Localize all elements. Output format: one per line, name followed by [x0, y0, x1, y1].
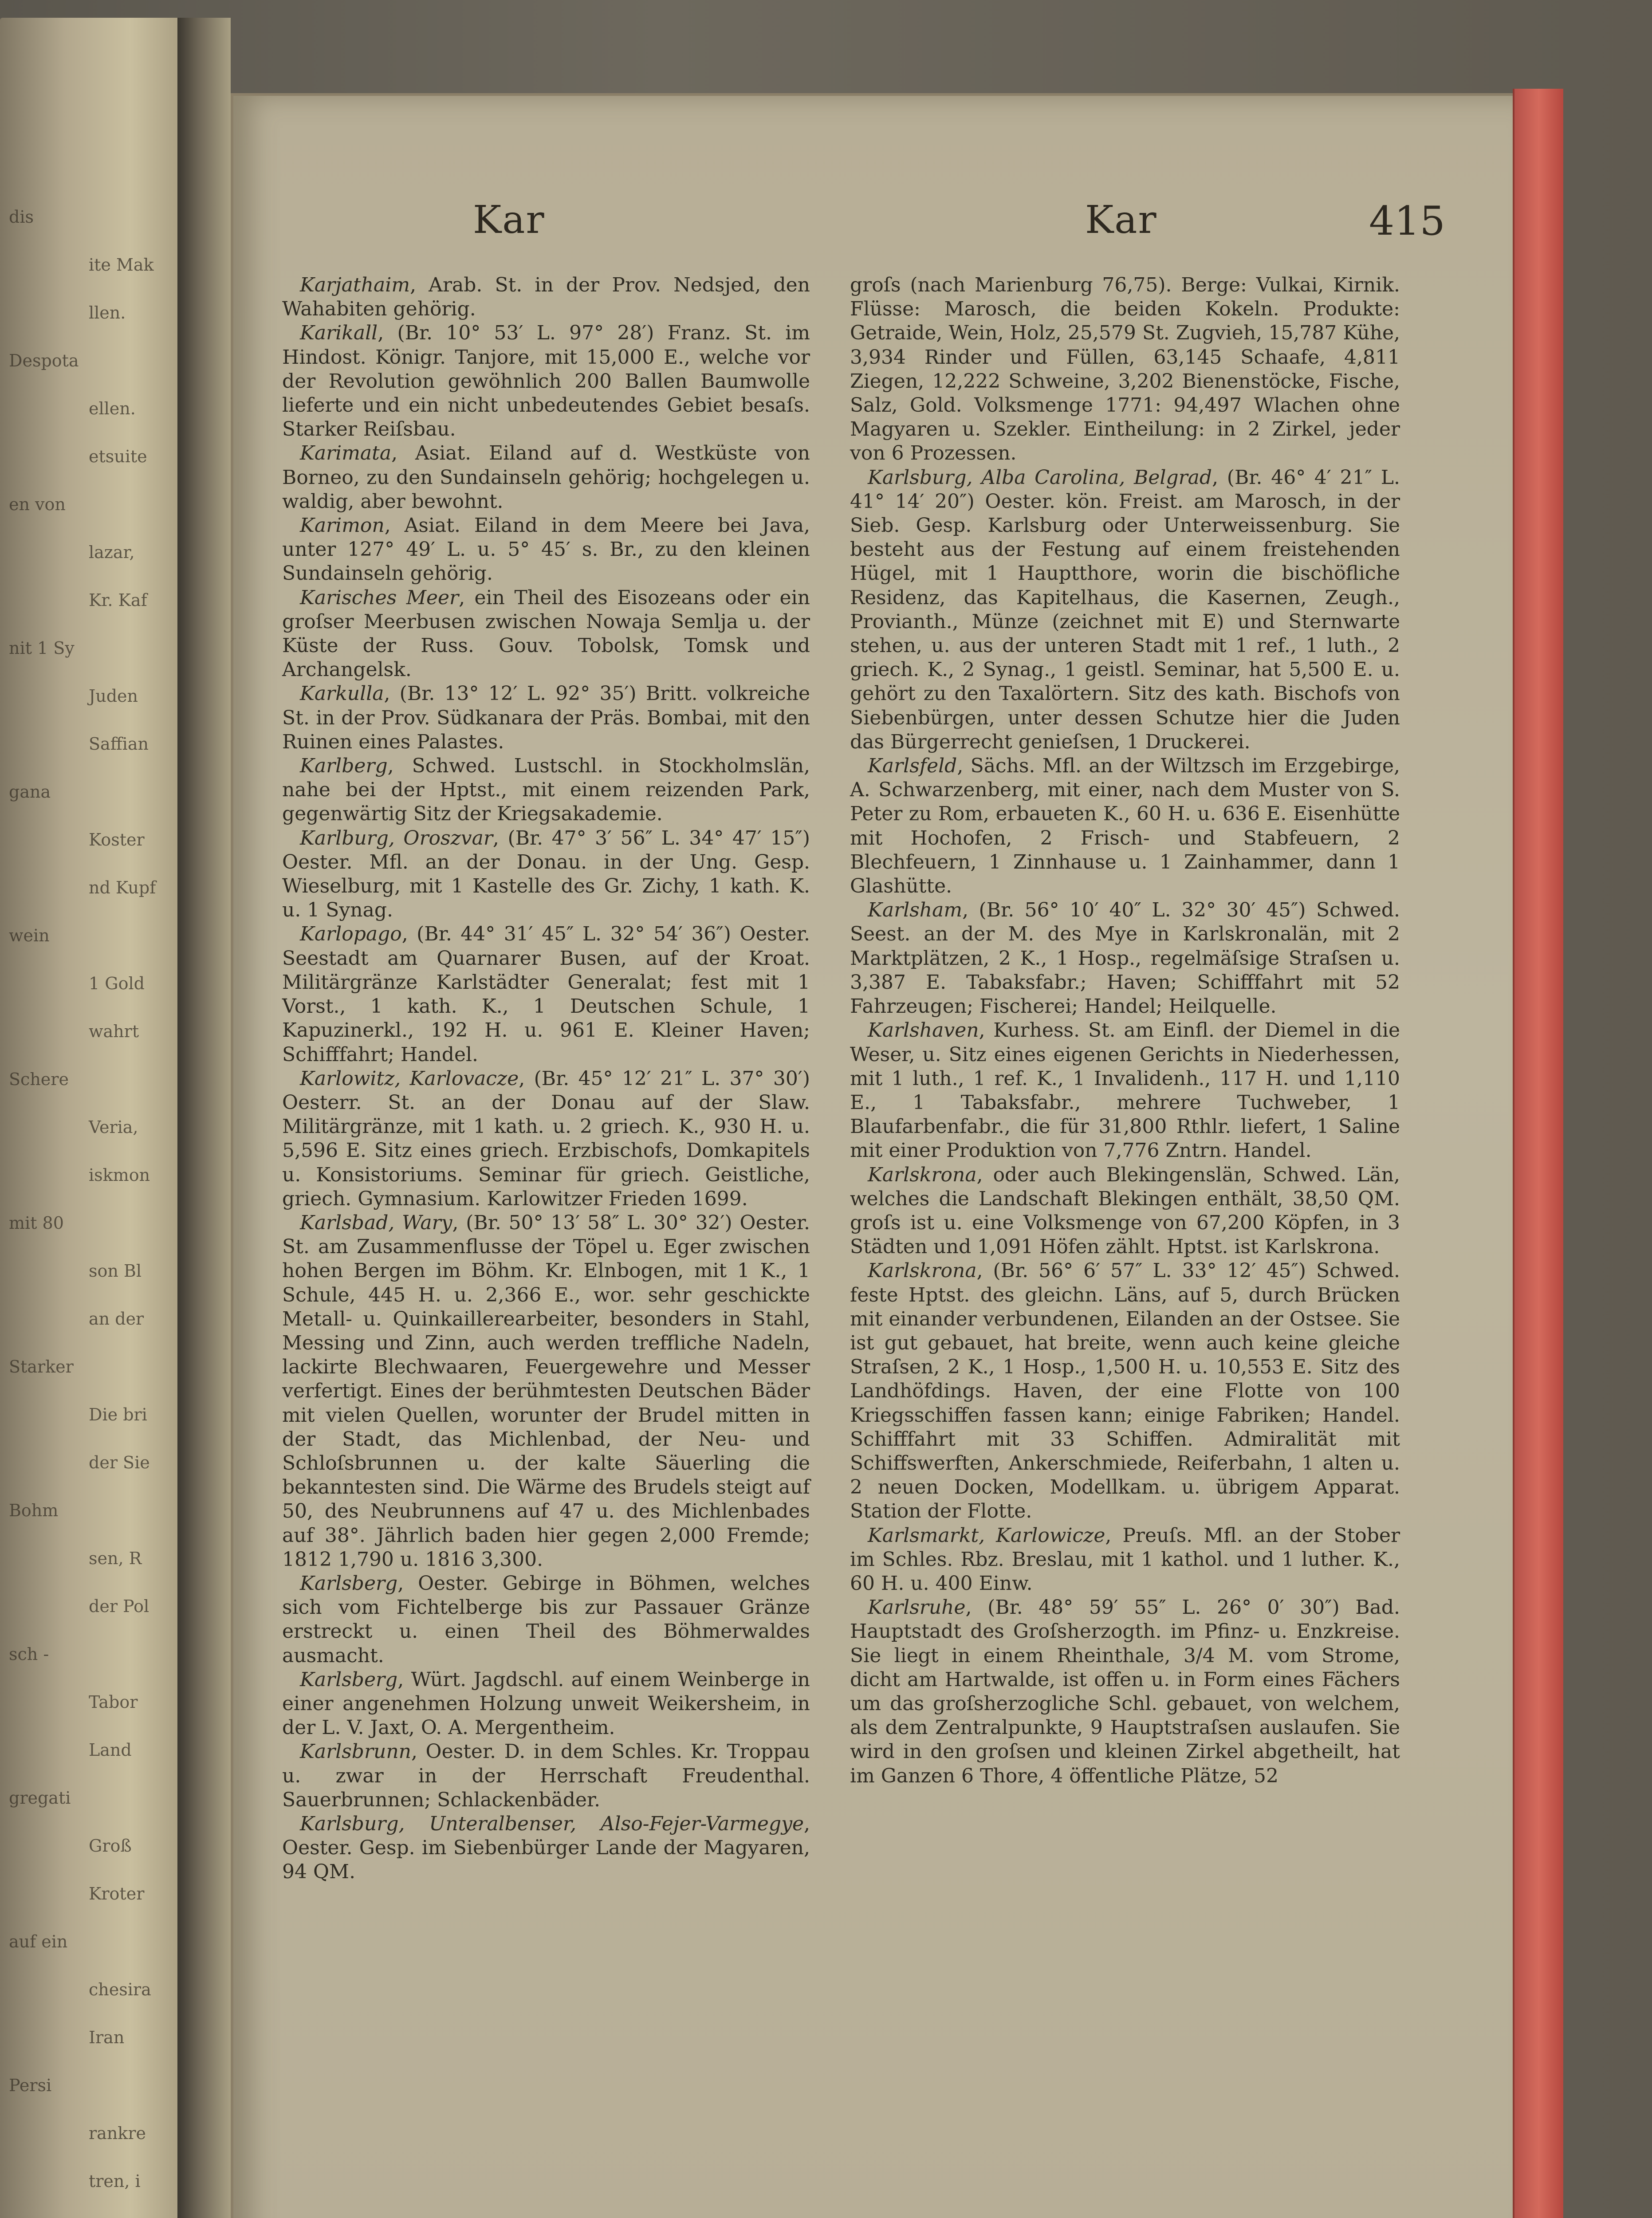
entry-headword: Karlopago: [300, 923, 402, 946]
previous-page-fragment: Kroter: [89, 1884, 145, 1903]
entry-headword: Karlsmarkt, Karlowicze: [868, 1524, 1105, 1547]
entry-text: , Kurhess. St. am Einfl. der Diemel in die Weser, u. Sitz eines eigenen Gerichts in Niederhessen, mit 1 luth., 1 ref. K., 1 Invalidenh., 117 H. und 1,110 E., 1 Tabaksfabr., mehrere Tuchweber, 1 Blaufarbenfabr., die für 31,800 Rthlr. liefert, 1 Saline mit einer Produktion von 7,776 Zntrn. Handel.: [850, 1019, 1400, 1162]
page-number: 415: [1369, 198, 1445, 244]
previous-page-fragment: Iran: [89, 2028, 125, 2047]
dictionary-entry: [282, 1572, 810, 1668]
previous-page-fragment: Koster: [89, 830, 145, 849]
dictionary-entry: [282, 1812, 810, 1884]
dictionary-entry: [282, 754, 810, 826]
entry-text: , Oester. D. in dem Schles. Kr. Troppau u. zwar in der Herrschaft Freudenthal. Sauerbrunnen; Schlackenbäder.: [282, 1740, 810, 1811]
red-page-edge: [1513, 89, 1563, 2218]
previous-page-fragment: Juden: [89, 686, 138, 706]
text-column-left: [282, 273, 810, 1884]
dictionary-entry: [850, 1163, 1400, 1259]
entry-headword: Karisches Meer: [300, 586, 459, 609]
entry-headword: Karimon: [300, 514, 385, 537]
entry-headword: Karlskrona: [868, 1163, 977, 1186]
entry-text: , Schwed. Lustschl. in Stockholmslän, nahe bei der Hptst., mit einem reizenden Park, gegenwärtig Sitz der Kriegsakademie.: [282, 755, 810, 826]
dictionary-entry: [282, 321, 810, 441]
previous-page-fragment: sch -: [9, 1644, 49, 1664]
previous-page-fragment: Despota: [9, 351, 79, 370]
previous-page-fragment: sen, R: [89, 1549, 142, 1568]
previous-page-fragment: rankre: [89, 2124, 146, 2143]
entry-text: , Oester. Gesp. im Siebenbürger Lande der Magyaren, 94 QM.: [282, 1813, 810, 1884]
previous-page-fragment: Kr. Kaf: [89, 590, 147, 610]
dictionary-entry: [850, 898, 1400, 1019]
previous-page-fragment: Die bri: [89, 1405, 147, 1424]
dictionary-entry: [850, 273, 1400, 466]
dictionary-entry: [850, 1019, 1400, 1163]
entry-text: , Oester. Gebirge in Böhmen, welches sich vom Fichtelberge bis zur Passauer Gränze erstreckt u. einen Theil des Böhmerwaldes ausmacht.: [282, 1572, 810, 1667]
entry-headword: Karlsbrunn: [300, 1740, 412, 1763]
entry-headword: Karlsham: [868, 899, 963, 922]
running-head-right: Kar: [1085, 198, 1157, 242]
previous-page-fragment: nd Kupf: [89, 878, 156, 897]
entry-text: , oder auch Blekingenslän, Schwed. Län, welches die Landschaft Blekingen enthält, 38,50 QM. groſs ist u. eine Volksmenge von 67,200 Köpfen, in 3 Städten und 1,091 Höfen zählt. Hptst. ist Karlskrona.: [850, 1163, 1400, 1258]
entry-headword: Karlsburg, Unteralbenser, Also-Fejer-Varmegye: [300, 1813, 804, 1835]
previous-page-fragment: auf ein: [9, 1932, 68, 1951]
entry-headword: Karlsburg, Alba Carolina, Belgrad: [868, 466, 1212, 489]
previous-page-fragment: mit 80: [9, 1213, 64, 1233]
previous-page-fragment: etsuite: [89, 447, 147, 466]
previous-page-fragment: [9, 2216, 186, 2218]
dictionary-entry: [282, 1211, 810, 1572]
entry-text: , (Br. 56° 6′ 57″ L. 33° 12′ 45″) Schwed. feste Hptst. des gleichn. Läns, auf 5, durch Brücken mit einander verbundenen, Eilanden an der Ostsee. Sie ist gut gebauet, hat breite, wenn auch keine gleiche Straſsen, 2 K., 1 Hosp., 1,500 H. u. 10,553 E. Sitz des Landhöfdings. Haven, der eine Flotte von 100 Kriegsschiffen fassen kann; einige Fabriken; Handel. Schifffahrt mit 33 Schiffen. Admiralität mit Schiffswerften, Ankerschmiede, Reiferbahn, 1 alten u. 2 neuen Docken, Modellkam. u. übrigem Apparat. Station der Flotte.: [850, 1259, 1400, 1523]
dictionary-entry: [282, 1740, 810, 1812]
previous-page-fragment: ellen.: [89, 399, 136, 418]
previous-page-fragment: ite Mak: [89, 255, 154, 275]
previous-page-fragment: gregati: [9, 1788, 71, 1808]
entry-text: , (Br. 45° 12′ 21″ L. 37° 30′) Oesterr. St. an der Donau auf der Slaw. Militärgränze, mit 1 kath. u. 2 griech. K., 930 H. u. 5,596 E. Sitz eines griech. Erzbischofs, Domkapitels u. Konsistoriums. Seminar für griech. Geistliche, griech. Gymnasium. Karlowitzer Frieden 1699.: [282, 1067, 810, 1210]
entry-text: , (Br. 48° 59′ 55″ L. 26° 0′ 30″) Bad. Hauptstadt des Groſsherzogth. im Pfinz- u. Enzkreise. Sie liegt in einem Rheinthale, 3/4 M. vom Strome, dicht am Hartwalde, ist offen u. in Form eines Fächers um das groſsherzogliche Schl. gebauet, von welchem, als dem Zentralpunkte, 9 Hauptstraſsen auslaufen. Sie wird in den groſsen und kleinen Zirkel abgetheilt, hat im Ganzen 6 Thore, 4 öffentliche Plätze, 52: [850, 1596, 1400, 1787]
previous-page-fragment: Veria,: [89, 1117, 138, 1137]
dictionary-entry: [282, 922, 810, 1066]
dictionary-entry: [850, 1596, 1400, 1788]
previous-page-fragment: 1 Gold: [89, 974, 145, 993]
previous-page-fragment: wein: [9, 926, 50, 945]
dictionary-entry: [850, 1524, 1400, 1596]
previous-page-fragment: Saffian: [89, 734, 149, 754]
entry-text: , (Br. 10° 53′ L. 97° 28′) Franz. St. im Hindost. Königr. Tanjore, mit 15,000 E., welche vor der Revolution gewöhnlich 200 Ballen Baumwolle lieferte und ein nicht unbedeutendes Gebiet besaſs. Starker Reiſsbau.: [282, 322, 810, 441]
dictionary-entry: [850, 1259, 1400, 1523]
previous-page-fragment: Persi: [9, 2076, 52, 2095]
entry-headword: Karikall: [300, 322, 378, 345]
entry-text: , (Br. 56° 10′ 40″ L. 32° 30′ 45″) Schwed. Seest. an der M. des Mye in Karlskronalän, mit 2 Marktplätzen, 2 K., 1 Hosp., regelmäſsige Straſsen u. 3,387 E. Tabaksfabr.; Haven; Schifffahrt mit 52 Fahrzeugen; Fischerei; Handel; Heilquelle.: [850, 899, 1400, 1018]
previous-page-fragment: der Pol: [89, 1597, 149, 1616]
entry-text: , (Br. 44° 31′ 45″ L. 32° 54′ 36″) Oester. Seestadt am Quarnarer Busen, auf der Kroat. Militärgränze Karlstädter Generalat; fest mit 1 Vorst., 1 kath. K., 1 Deutschen Schule, 1 Kapuzinerkl., 192 H. u. 961 E. Kleiner Haven; Schifffahrt; Handel.: [282, 923, 810, 1066]
entry-text: , ein Theil des Eisozeans oder ein groſser Meerbusen zwischen Nowaja Semlja u. der Küste der Russ. Gouv. Tobolsk, Tomsk und Archangelsk.: [282, 586, 810, 681]
entry-headword: Karimata: [300, 442, 392, 465]
dictionary-entry: [282, 1668, 810, 1740]
running-head-left: Kar: [473, 198, 545, 242]
previous-page-fragment: an der: [89, 1309, 144, 1329]
previous-page-fragment: Bohm: [9, 1501, 59, 1520]
entry-text: , (Br. 46° 4′ 21″ L. 41° 14′ 20″) Oester. kön. Freist. am Marosch, in der Sieb. Gesp. Karlsburg oder Unterweissenburg. Sie besteht aus der Festung auf einem freistehenden Hügel, mit 1 Hauptthore, worin die bischöfliche Residenz, das Kapitelhaus, die Kasernen, Zeugh., Provianth., Münze (zeichnet mit E) und Sternwarte stehen, u. aus der unteren Stadt mit 1 ref., 1 luth., 2 griech. K., 2 Synag., 1 geistl. Seminar, hat 5,500 E. u. gehört zu den Taxalörtern. Sitz des kath. Bischofs von Siebenbürgen, unter dessen Schutze hier die Juden das Bürgerrecht genieſsen, 1 Druckerei.: [850, 466, 1400, 753]
entry-headword: Karlsbad, Wary: [300, 1211, 452, 1234]
entry-headword: Karlskrona: [868, 1259, 977, 1282]
entry-text: , (Br. 50° 13′ 58″ L. 30° 32′) Oester. St. am Zusammenflusse der Töpel u. Eger zwischen hohen Bergen im Böhm. Kr. Elnbogen, mit 1 K., 1 Schule, 445 H. u. 2,366 E., wor. sehr geschickte Metall- u. Quinkaillerearbeiter, besonders in Stahl, Messing und Zinn, auch werden treffliche Nadeln, lackirte Blechwaaren, Feuergewehre und Messer verfertigt. Eines der berühmtesten Deutschen Bäder mit vielen Quellen, worunter der Brudel mitten in der Stadt, das Michlenbad, der Neu- und Schloſsbrunnen u. der kalte Säuerling die bekanntesten sind. Die Wärme des Brudels steigt auf 50, des Neubrunnens auf 47 u. des Michlenbades auf 38°. Jährlich baden hier gegen 2,000 Fremde; 1812 1,790 u. 1816 3,300.: [282, 1211, 810, 1571]
previous-page-fragment: son Bl: [89, 1261, 142, 1281]
entry-headword: Karlberg: [300, 755, 388, 778]
dictionary-entry: [850, 466, 1400, 754]
previous-page-fragment: tren, i: [89, 2171, 141, 2191]
previous-page-fragment: Starker: [9, 1357, 74, 1376]
entry-text: , Preuſs. Mfl. an der Stober im Schles. Rbz. Breslau, mit 1 kathol. und 1 luther. K., 60 H. u. 400 Einw.: [850, 1524, 1400, 1595]
entry-text: , Sächs. Mfl. an der Wiltzsch im Erzgebirge, A. Schwarzenberg, mit einer, nach dem Muster von S. Peter zu Rom, erbaueten K., 60 H. u. 636 E. Eisenhütte mit Hochofen, 2 Frisch- und Stabfeuern, 2 Blechfeuern, 1 Zinnhause u. 1 Zainhammer, dann 1 Glashütte.: [850, 755, 1400, 898]
dictionary-entry: [282, 682, 810, 754]
previous-page-fragment: Tabor: [89, 1692, 138, 1712]
previous-page-fragment: Land: [89, 1740, 132, 1760]
book-gutter: [177, 18, 231, 2218]
text-column-right: [850, 273, 1400, 1788]
entry-headword: Karkulla: [300, 682, 384, 705]
entry-headword: Karlsruhe: [868, 1596, 966, 1619]
previous-page-fragment: chesira: [89, 1980, 151, 1999]
entry-headword: Karlshaven: [868, 1019, 979, 1042]
previous-page-fragment: gana: [9, 782, 51, 802]
previous-page-fragment: Schere: [9, 1070, 69, 1089]
dictionary-entry: [282, 514, 810, 586]
entry-text: , (Br. 47° 3′ 56″ L. 34° 47′ 15″) Oester. Mfl. an der Donau. in der Ung. Gesp. Wieselburg, mit 1 Kastelle des Gr. Zichy, 1 kath. K. u. 1 Synag.: [282, 826, 810, 922]
previous-page-fragment: llen.: [89, 303, 126, 322]
dictionary-entry: [282, 441, 810, 514]
entry-text: , Asiat. Eiland in dem Meere bei Java, unter 127° 49′ L. u. 5° 45′ s. Br., zu den kleinen Sundainseln gehörig.: [282, 514, 810, 585]
previous-page-fragment: dis: [9, 207, 34, 227]
dictionary-entry: [282, 273, 810, 321]
entry-text: groſs (nach Marienburg 76,75). Berge: Vulkai, Kirnik. Flüsse: Marosch, die beiden Kokeln. Produkte: Getraide, Wein, Holz, 25,579 St. Zugvieh, 15,787 Kühe, 3,934 Rinder und Füllen, 63,145 Schaafe, 4,811 Ziegen, 12,222 Schweine, 3,202 Bienenstöcke, Fische, Salz, Gold. Volksmenge 1771: 94,497 Wlachen ohne Magyaren u. Szekler. Eintheilung: in 2 Zirkel, jeder von 6 Prozessen.: [850, 274, 1400, 465]
entry-headword: Karlowitz, Karlovacze: [300, 1067, 519, 1090]
entry-headword: Karlsfeld: [868, 755, 957, 778]
entry-text: , Würt. Jagdschl. auf einem Weinberge in einer angenehmen Holzung unweit Weikersheim, in der L. V. Jaxt, O. A. Mergentheim.: [282, 1668, 810, 1739]
entry-headword: Karlsberg: [300, 1668, 398, 1691]
previous-page-fragment: lazar,: [89, 543, 135, 562]
entry-text: , Asiat. Eiland auf d. Westküste von Borneo, zu den Sundainseln gehörig; hochgelegen u. waldig, aber bewohnt.: [282, 442, 810, 513]
previous-page-edge: [0, 18, 186, 2218]
entry-headword: Karlburg, Oroszvar: [300, 826, 493, 849]
entry-text: , (Br. 13° 12′ L. 92° 35′) Britt. volkreiche St. in der Prov. Südkanara der Präs. Bombai, mit den Ruinen eines Palastes.: [282, 682, 810, 753]
dictionary-entry: [850, 754, 1400, 898]
previous-page-fragment: nit 1 Sy: [9, 638, 75, 658]
previous-page-fragment: en von: [9, 495, 66, 514]
dictionary-entry: [282, 1067, 810, 1211]
dictionary-entry: [282, 586, 810, 682]
previous-page-fragment: der Sie: [89, 1453, 150, 1472]
entry-text: , Arab. St. in der Prov. Nedsjed, den Wahabiten gehörig.: [282, 274, 810, 321]
dictionary-page: [231, 93, 1520, 2218]
entry-headword: Karjathaim: [300, 274, 410, 296]
dictionary-entry: [282, 826, 810, 923]
previous-page-fragment: wahrt: [89, 1022, 139, 1041]
entry-headword: Karlsberg: [300, 1572, 398, 1595]
previous-page-fragment: Groß: [89, 1836, 132, 1856]
previous-page-fragment: iskmon: [89, 1165, 150, 1185]
